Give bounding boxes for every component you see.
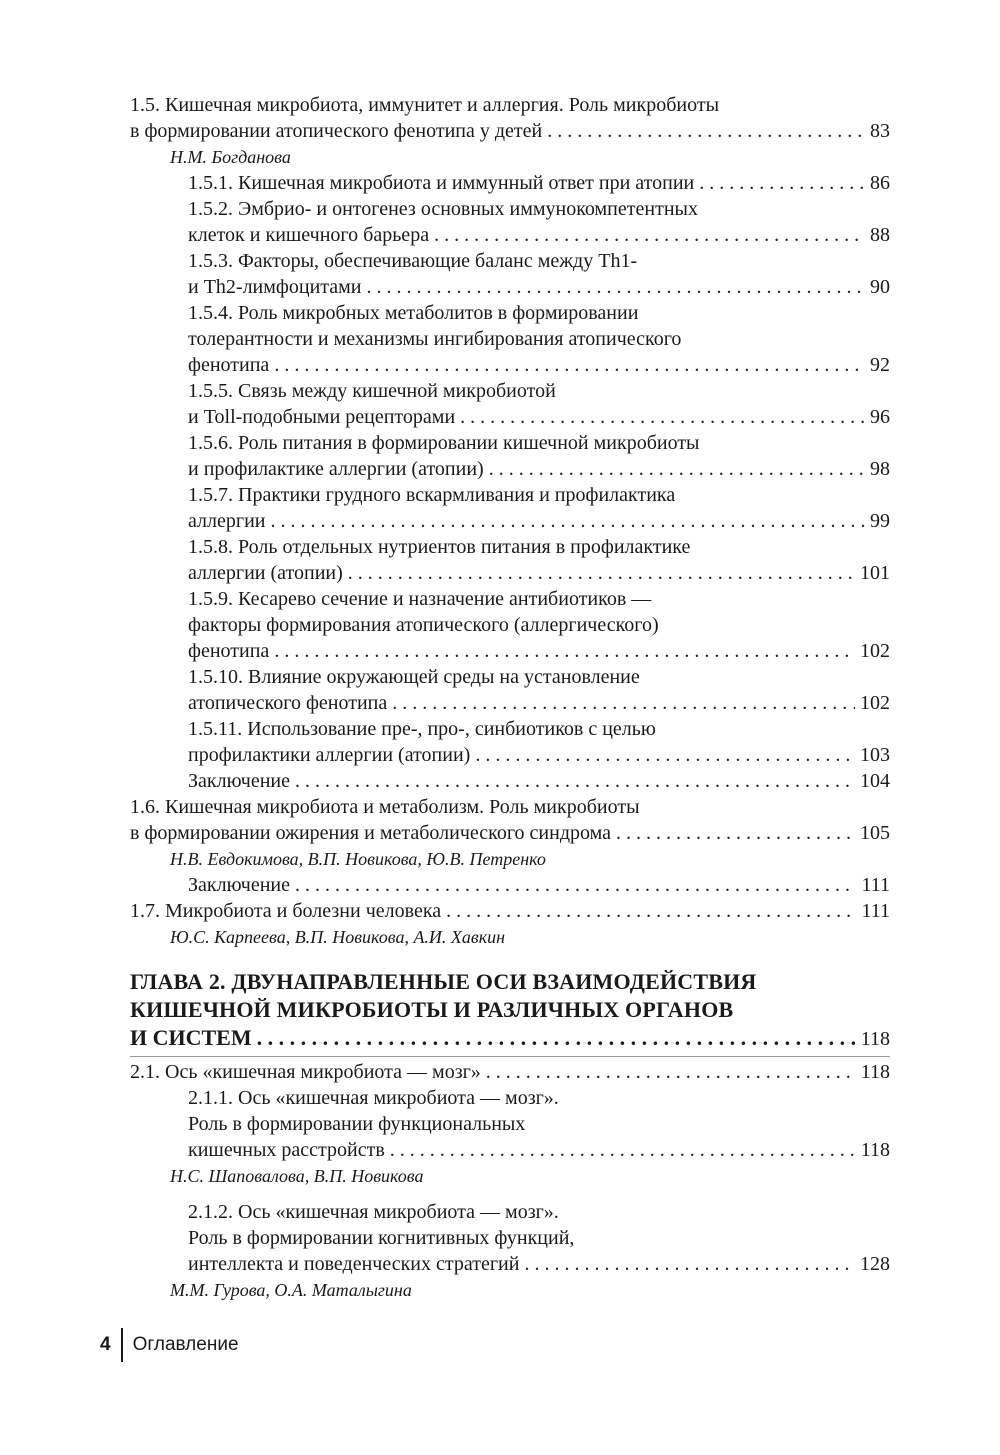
toc-entry-1-5-7[interactable]: аллергии . . . 99 [130,508,890,534]
toc-entry-1-5-5-line1: 1.5.5. Связь между кишечной микробиотой [188,380,556,402]
toc-entry-1-5-1[interactable]: 1.5.1. Кишечная микробиота и иммунный ответ при атопии . . . 86 [130,170,890,196]
toc-entry-1-5-3[interactable]: и Th2-лимфоцитами . . . 90 [130,274,890,300]
leader-dots [274,352,865,378]
toc-entry-chapter-2[interactable]: И СИСТЕМ . . . 118 [130,1024,890,1052]
authors: Н.С. Шаповалова, В.П. Новикова [170,1166,424,1186]
leader-dots [390,1137,856,1163]
leader-dots [271,508,866,534]
toc-entry-1-5[interactable]: в формировании атопического фенотипа у детей . . . 83 [130,118,890,144]
page-number: 104 [860,770,890,792]
page-number: 111 [861,874,890,896]
leader-dots [616,820,855,846]
page-number: 90 [870,276,890,298]
toc-entry-1-6-conclusion[interactable]: Заключение . . . 111 [130,872,890,898]
toc-entry-1-5-6[interactable]: и профилактике аллергии (атопии) . . . 98 [130,456,890,482]
page-number: 101 [860,562,890,584]
toc-entry-1-5-2-line1: 1.5.2. Эмбрио- и онтогенез основных иммунокомпетентных [188,198,698,220]
page-number: 128 [860,1253,890,1275]
page-number: 98 [870,458,890,480]
page-number: 99 [870,510,890,532]
page-footer [100,1327,239,1363]
toc-entry-1-5-10-line1: 1.5.10. Влияние окружающей среды на установление [188,666,640,688]
authors: М.М. Гурова, О.А. Маталыгина [170,1280,412,1300]
divider [130,1056,890,1057]
toc-entry-1-5-2[interactable]: клеток и кишечного барьера . . . 88 [130,222,890,248]
page-number: 88 [870,224,890,246]
footer-divider [121,1328,123,1362]
toc-entry-1-5-4-line1: 1.5.4. Роль микробных метаболитов в формировании [188,302,639,324]
toc-entry-1-5-4-line2: толерантности и механизмы ингибирования атопического [188,328,682,350]
toc-entry-1-5-6-line1: 1.5.6. Роль питания в формировании кишечной микробиоты [188,432,700,454]
page-number: 118 [860,1028,890,1050]
leader-dots [274,638,855,664]
toc-entry-1-7[interactable]: 1.7. Микробиота и болезни человека . . . 111 [130,898,890,924]
toc-entry-1-5-5[interactable]: и Toll-подобными рецепторами . . . 96 [130,404,890,430]
toc-entry-2-1[interactable]: 2.1. Ось «кишечная микробиота — мозг» . . . 118 [130,1059,890,1085]
table-of-contents [130,92,890,1303]
page-number: 118 [860,1061,890,1083]
authors: Н.В. Евдокимова, В.П. Новикова, Ю.В. Петренко [170,849,546,869]
toc-entry-1-5-9-line1: 1.5.9. Кесарево сечение и назначение антибиотиков — [188,588,652,610]
page-number: 102 [860,640,890,662]
toc-entry-1-5-conclusion[interactable]: Заключение . . . 104 [130,768,890,794]
leader-dots [257,1024,856,1052]
toc-entry-2-1-2[interactable]: интеллекта и поведенческих стратегий . . . 128 [130,1251,890,1277]
toc-entry-1-5-3-line1: 1.5.3. Факторы, обеспечивающие баланс между Th1- [188,250,638,272]
chapter-2-heading [130,968,890,1052]
authors: Ю.С. Карпеева, В.П. Новикова, А.И. Хавкин [170,927,506,947]
page-number: 105 [860,822,890,844]
toc-entry-1-5-11[interactable]: профилактики аллергии (атопии) . . . 103 [130,742,890,768]
chapter-title-line2: КИШЕЧНОЙ МИКРОБИОТЫ И РАЗЛИЧНЫХ ОРГАНОВ [130,997,734,1022]
leader-dots [367,274,865,300]
page-number: 111 [861,900,890,922]
toc-entry-2-1-1-line1: 2.1.1. Ось «кишечная микробиота — мозг». [188,1087,559,1109]
leader-dots [699,170,865,196]
leader-dots [486,1059,856,1085]
toc-entry-2-1-2-line1: 2.1.2. Ось «кишечная микробиота — мозг». [188,1201,559,1223]
leader-dots [524,1251,855,1277]
toc-entry-1-5-4[interactable]: фенотипа . . . 92 [130,352,890,378]
page-number: 83 [870,120,890,142]
chapter-title-line1: ГЛАВА 2. ДВУНАПРАВЛЕННЫЕ ОСИ ВЗАИМОДЕЙСТВИЯ [130,969,757,994]
toc-entry-2-1-2-line2: Роль в формировании когнитивных функций, [188,1227,575,1249]
toc-entry-1-6[interactable]: в формировании ожирения и метаболического синдрома . . . 105 [130,820,890,846]
toc-entry-1-5-9-line2: факторы формирования атопического (аллергического) [188,614,659,636]
toc-entry-1-5-7-line1: 1.5.7. Практики грудного вскармливания и профилактика [188,484,676,506]
toc-entry-2-1-1[interactable]: кишечных расстройств . . . 118 [130,1137,890,1163]
leader-dots [547,118,865,144]
page-number: 103 [860,744,890,766]
leader-dots [446,898,856,924]
leader-dots [460,404,865,430]
toc-entry-1-6-line1: 1.6. Кишечная микробиота и метаболизм. Роль микробиоты [130,796,640,818]
leader-dots [434,222,865,248]
page-number: 96 [870,406,890,428]
toc-entry-1-5-8-line1: 1.5.8. Роль отдельных нутриентов питания в профилактике [188,536,691,558]
leader-dots [295,768,855,794]
leader-dots [489,456,865,482]
toc-entry-1-5-10[interactable]: атопического фенотипа . . . 102 [130,690,890,716]
page-number: 102 [860,692,890,714]
toc-entry-1-5-8[interactable]: аллергии (атопии) . . . 101 [130,560,890,586]
page-number: 86 [870,172,890,194]
toc-entry-1-5-line1: 1.5. Кишечная микробиота, иммунитет и аллергия. Роль микробиоты [130,94,720,116]
leader-dots [348,560,855,586]
leader-dots [392,690,855,716]
toc-entry-1-5-9[interactable]: фенотипа . . . 102 [130,638,890,664]
leader-dots [295,872,856,898]
page-number: 92 [870,354,890,376]
footer-section-title: Оглавление [132,1334,239,1355]
leader-dots [475,742,855,768]
toc-entry-1-5-11-line1: 1.5.11. Использование пре-, про-, синбиотиков с целью [188,718,656,740]
authors: Н.М. Богданова [170,147,291,167]
footer-page-number: 4 [100,1334,111,1355]
toc-entry-2-1-1-line2: Роль в формировании функциональных [188,1113,526,1135]
page-number: 118 [860,1139,890,1161]
spacer [130,1189,890,1199]
